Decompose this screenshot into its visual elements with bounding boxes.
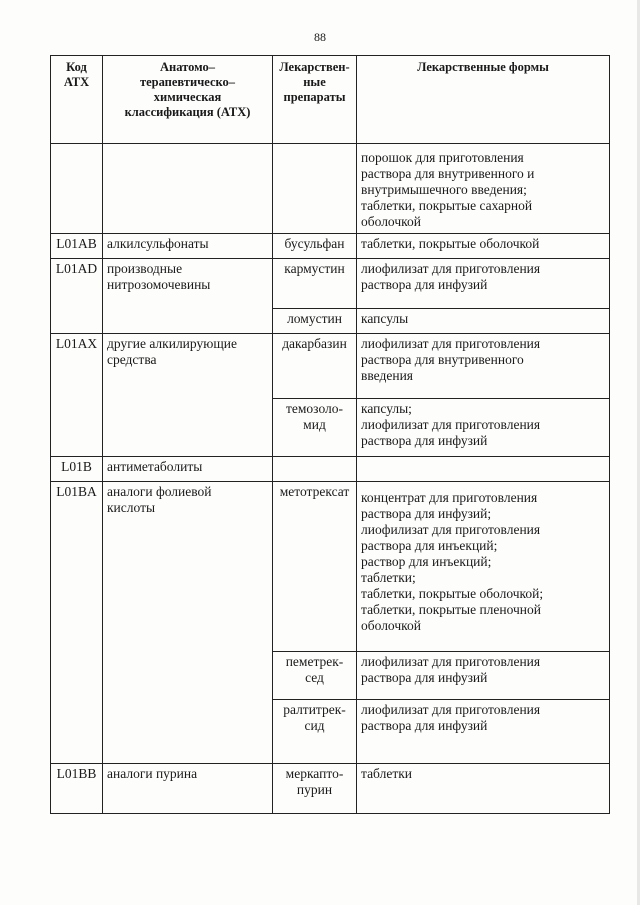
dosage-form-cell: лиофилизат для приготовления раствора для инфузий xyxy=(357,700,610,764)
classification-cell: аналоги фолиевой кислоты xyxy=(103,482,273,764)
table-row xyxy=(51,259,610,309)
table-row xyxy=(51,482,610,652)
dosage-form-cell: таблетки xyxy=(357,764,610,814)
classification-cell: аналоги пурина xyxy=(103,764,273,814)
dosage-form-cell: порошок для приготовления раствора для внутривенного и внутримышечного введения; таблетки, покрытые сахарной оболочкой xyxy=(357,144,610,234)
atc-code-cell: L01AD xyxy=(51,259,103,334)
drug-cell xyxy=(273,144,357,234)
dosage-form-cell: лиофилизат для приготовления раствора для инфузий xyxy=(357,259,610,309)
dosage-form-cell: лиофилизат для приготовления раствора для внутривенного введения xyxy=(357,334,610,399)
drug-cell: темозоло- мид xyxy=(273,399,357,457)
header-dosage-forms: Лекарственные формы xyxy=(357,56,610,144)
classification-cell: алкилсульфонаты xyxy=(103,234,273,259)
drug-cell xyxy=(273,457,357,482)
atc-code-cell xyxy=(51,144,103,234)
table-row xyxy=(51,764,610,814)
dosage-form-cell: таблетки, покрытые оболочкой xyxy=(357,234,610,259)
header-classification: Анатомо– терапевтическо– химическая классификация (АТХ) xyxy=(103,56,273,144)
table-row xyxy=(51,234,610,259)
atc-code-cell: L01BA xyxy=(51,482,103,764)
atc-code-cell: L01AB xyxy=(51,234,103,259)
drug-cell: кармустин xyxy=(273,259,357,309)
dosage-form-cell: лиофилизат для приготовления раствора для инфузий xyxy=(357,652,610,700)
drug-cell: ралтитрек- сид xyxy=(273,700,357,764)
classification-cell: производные нитрозомочевины xyxy=(103,259,273,334)
drug-cell: меркапто- пурин xyxy=(273,764,357,814)
classification-cell xyxy=(103,144,273,234)
atc-code-cell: L01B xyxy=(51,457,103,482)
header-drugs: Лекарствен- ные препараты xyxy=(273,56,357,144)
drug-cell: пеметрек- сед xyxy=(273,652,357,700)
drug-cell: ломустин xyxy=(273,309,357,334)
atc-drug-table xyxy=(50,55,610,814)
drug-cell: бусульфан xyxy=(273,234,357,259)
table-header-row xyxy=(51,56,610,144)
classification-cell: антиметаболиты xyxy=(103,457,273,482)
dosage-form-cell: концентрат для приготовления раствора для инфузий; лиофилизат для приготовления раствора для инъекций; раствор для инъекций; таблетки; таблетки, покрытые оболочкой; таблетки, покрытые пленочной оболочкой xyxy=(357,482,610,652)
drug-cell: дакарбазин xyxy=(273,334,357,399)
dosage-form-cell: капсулы xyxy=(357,309,610,334)
header-atc-code: Код АТХ xyxy=(51,56,103,144)
table-row xyxy=(51,457,610,482)
atc-code-cell: L01AX xyxy=(51,334,103,457)
page-number: 88 xyxy=(314,30,326,44)
classification-cell: другие алкилирующие средства xyxy=(103,334,273,457)
atc-code-cell: L01BB xyxy=(51,764,103,814)
dosage-form-cell xyxy=(357,457,610,482)
dosage-form-cell: капсулы; лиофилизат для приготовления раствора для инфузий xyxy=(357,399,610,457)
drug-cell: метотрексат xyxy=(273,482,357,652)
table-row xyxy=(51,334,610,399)
table-row xyxy=(51,144,610,234)
